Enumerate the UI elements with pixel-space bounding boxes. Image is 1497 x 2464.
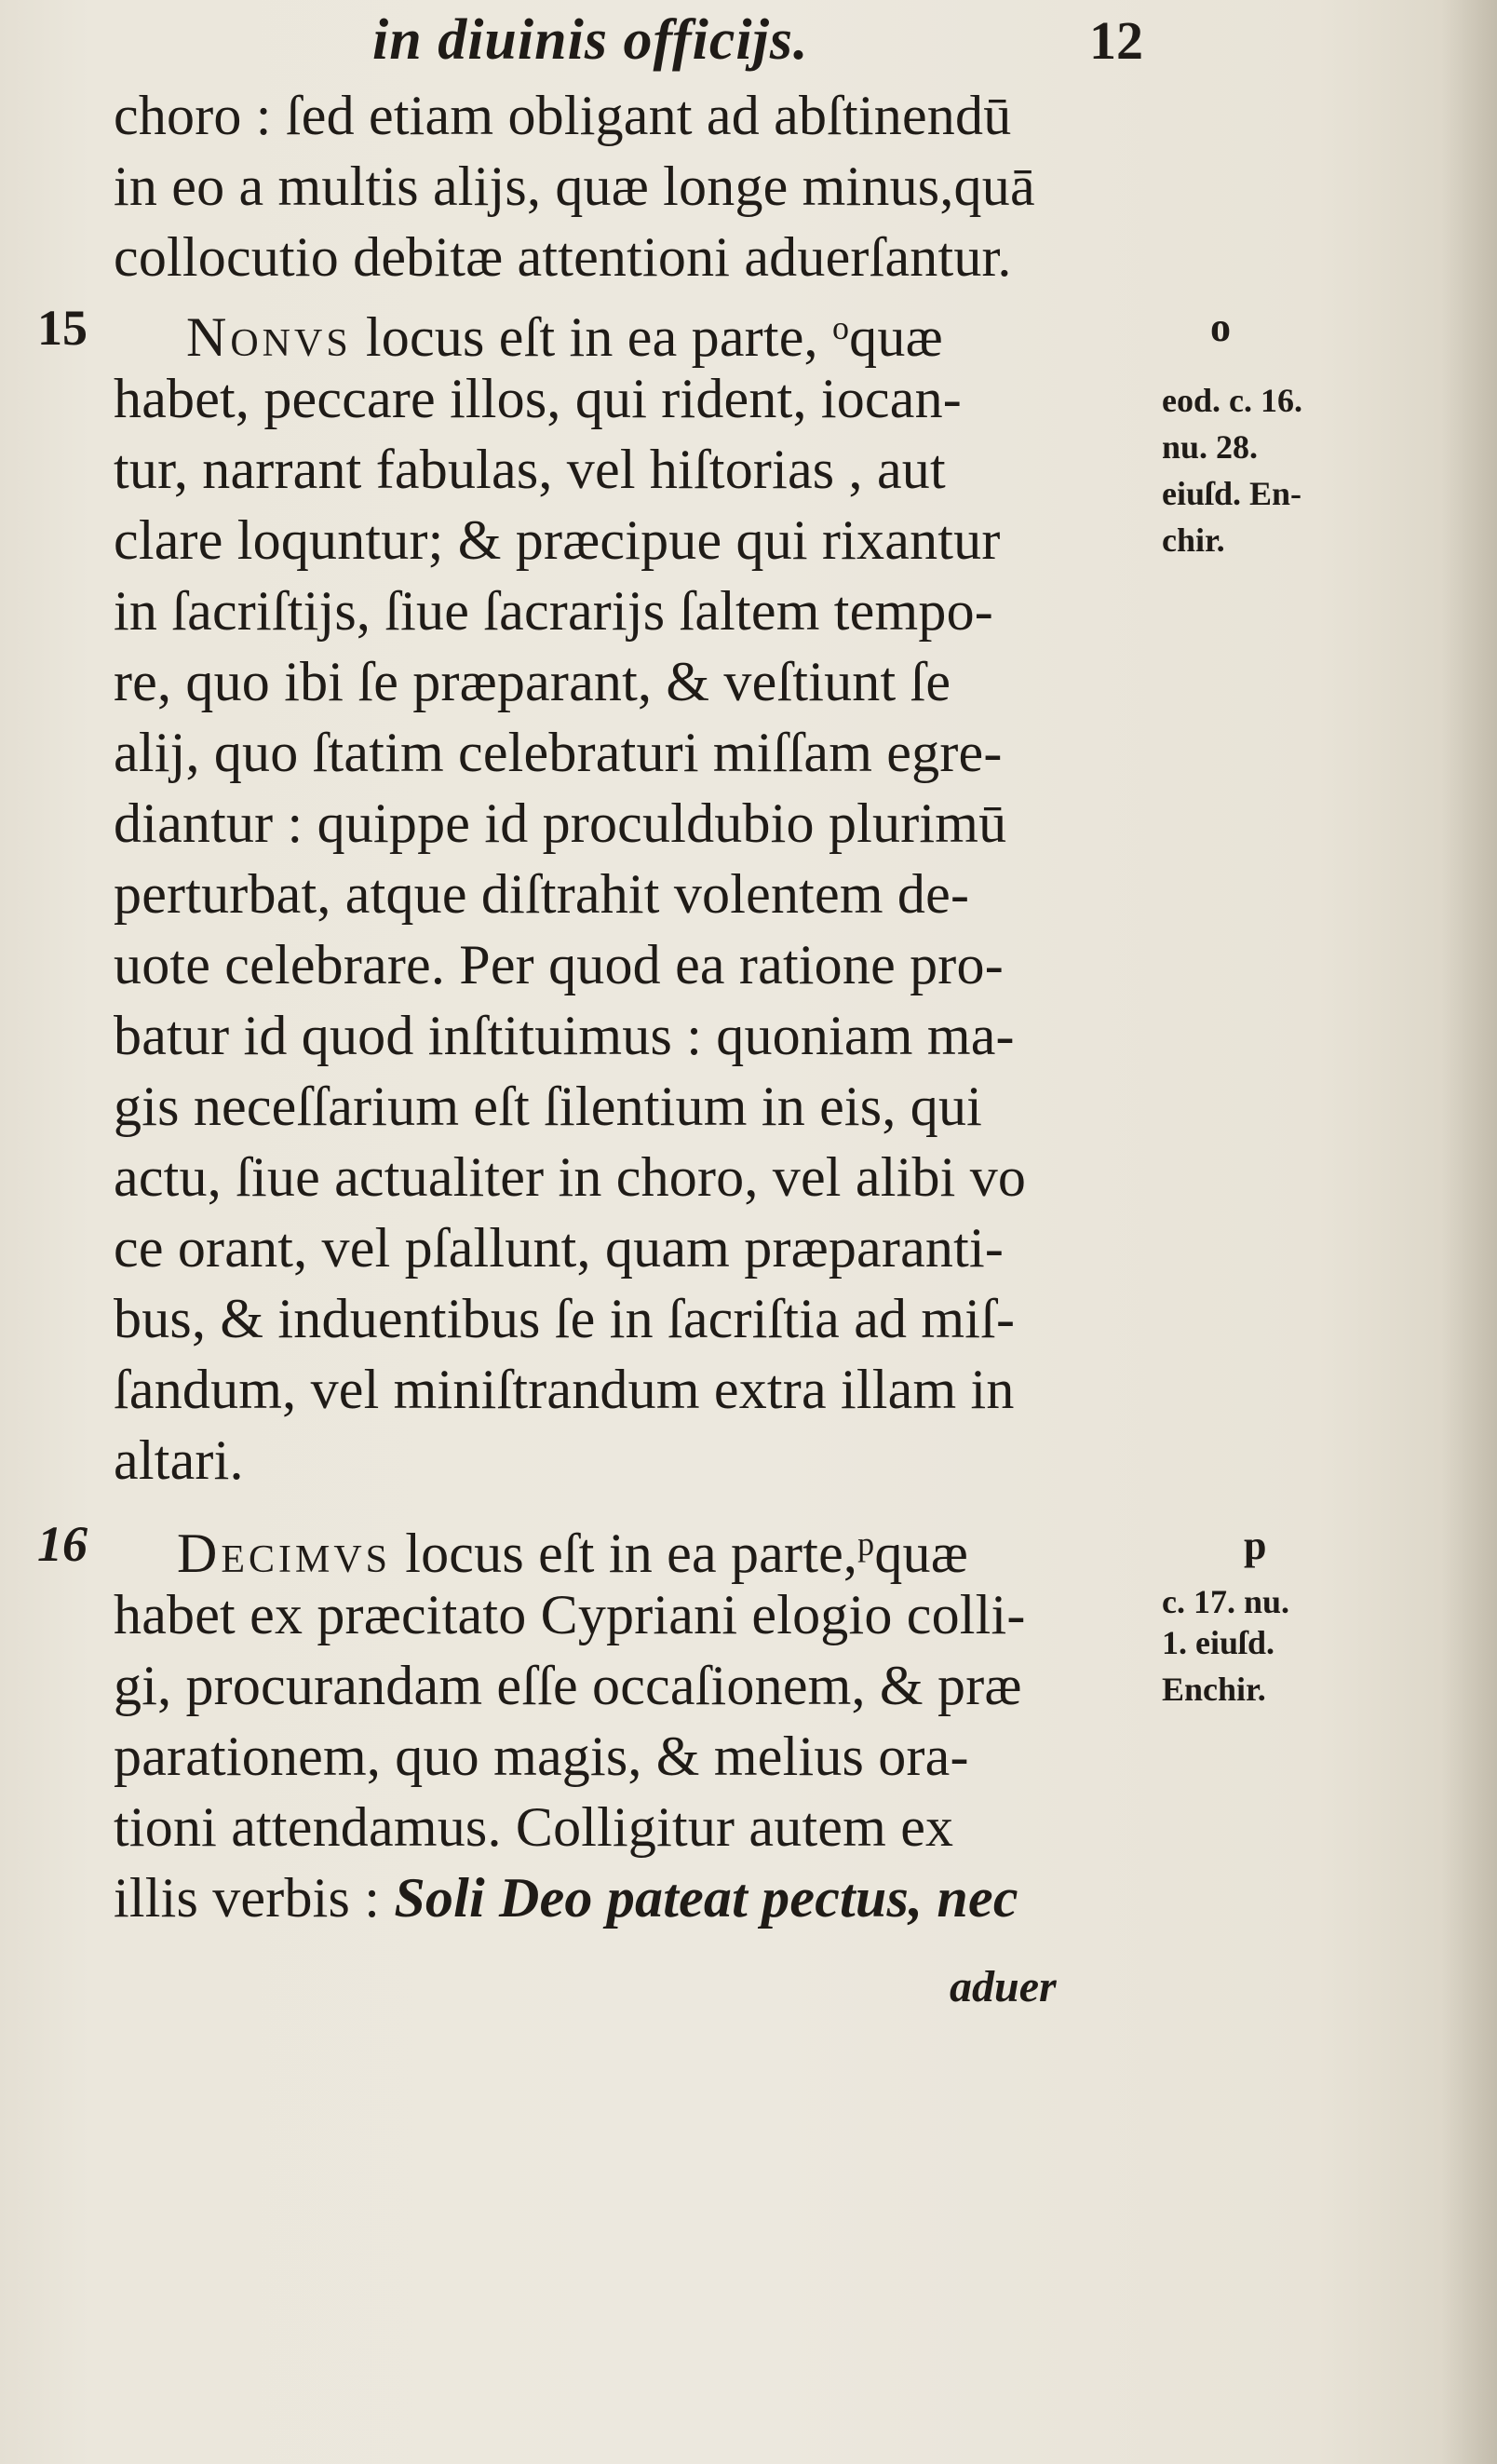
text-line: parationem, quo magis, & melius ora-: [114, 1726, 969, 1787]
first-line-text: locus eſt in ea parte,: [405, 1523, 858, 1584]
section-first-line: [177, 1509, 968, 1589]
text-line: clare loquntur; & præcipue qui rixantur: [114, 509, 1001, 571]
last-line-text: illis verbis :: [114, 1867, 381, 1929]
running-title: in diuinis officijs.: [372, 8, 809, 72]
text-line: altari.: [114, 1429, 244, 1491]
text-line: habet, peccare illos, qui rident, iocan-: [114, 368, 962, 429]
text-line: alij, quo ſtatim celebraturi miſſam egre-: [114, 722, 1003, 783]
margin-note-mark: p: [1244, 1523, 1267, 1568]
margin-note-mark: o: [1210, 305, 1231, 350]
text-line: bus, & induentibus ſe in ſacriſtia ad miſ-: [114, 1288, 1016, 1349]
text-line-last: [114, 1862, 1018, 1933]
text-line: gis neceſſarium eſt ſilentium in eis, qui: [114, 1076, 983, 1137]
page-number: 12: [1089, 10, 1143, 71]
page-edge-shadow: [1441, 0, 1497, 2464]
text-line: batur id quod inſtituimus : quoniam ma-: [114, 1005, 1015, 1066]
section-lead-word: Decimvs: [177, 1523, 392, 1584]
first-line-text: locus eſt in ea parte,: [365, 306, 818, 368]
text-line: collocutio debitæ attentioni aduerſantur.: [114, 226, 1012, 288]
text-line: tioni attendamus. Colligitur autem ex: [114, 1796, 954, 1858]
text-line: re, quo ibi ſe præparant, & veſtiunt ſe: [114, 651, 951, 712]
note-mark: p: [857, 1525, 875, 1563]
catchword: aduer: [950, 1962, 1057, 2011]
text-line: ce orant, vel pſallunt, quam præparanti-: [114, 1217, 1005, 1279]
text-line: diantur : quippe id proculdubio plurimū: [114, 792, 1007, 854]
note-mark: o: [831, 309, 850, 346]
first-line-end: quæ: [849, 306, 943, 368]
text-line: ſandum, vel miniſtrandum extra illam in: [114, 1359, 1015, 1420]
margin-note-line: chir.: [1162, 521, 1225, 559]
margin-note-line: eod. c. 16.: [1162, 382, 1302, 419]
quotation-italic: Soli Deo pateat pectus, nec: [394, 1867, 1018, 1929]
first-line-end: quæ: [874, 1523, 968, 1584]
margin-note-line: Enchir.: [1162, 1671, 1266, 1708]
text-line: tur, narrant fabulas, vel hiſtorias , aut: [114, 439, 946, 500]
section-number: 15: [37, 300, 88, 356]
text-line: in eo a multis alijs, quæ longe minus,quā: [114, 156, 1035, 217]
text-line: actu, ſiue actualiter in choro, vel alibi vo: [114, 1146, 1027, 1208]
section-lead-word: Nonvs: [186, 306, 352, 368]
margin-note-line: c. 17. nu.: [1162, 1583, 1290, 1620]
text-line: choro : ſed etiam obligant ad abſtinendū: [114, 85, 1012, 146]
text-line: gi, procurandam eſſe occaſionem, & præ: [114, 1655, 1022, 1716]
section-first-line: [186, 292, 943, 372]
text-line: habet ex præcitato Cypriani elogio colli-: [114, 1584, 1026, 1645]
text-line: in ſacriſtijs, ſiue ſacrarijs ſaltem tempo-: [114, 580, 993, 642]
text-line: uote celebrare. Per quod ea ratione pro-: [114, 934, 1004, 995]
margin-note-line: 1. eiuſd.: [1162, 1624, 1275, 1661]
text-line: perturbat, atque diſtrahit volentem de-: [114, 863, 970, 925]
margin-note-line: eiuſd. En-: [1162, 475, 1302, 512]
margin-note-line: nu. 28.: [1162, 428, 1259, 466]
section-number: 16: [37, 1516, 88, 1572]
